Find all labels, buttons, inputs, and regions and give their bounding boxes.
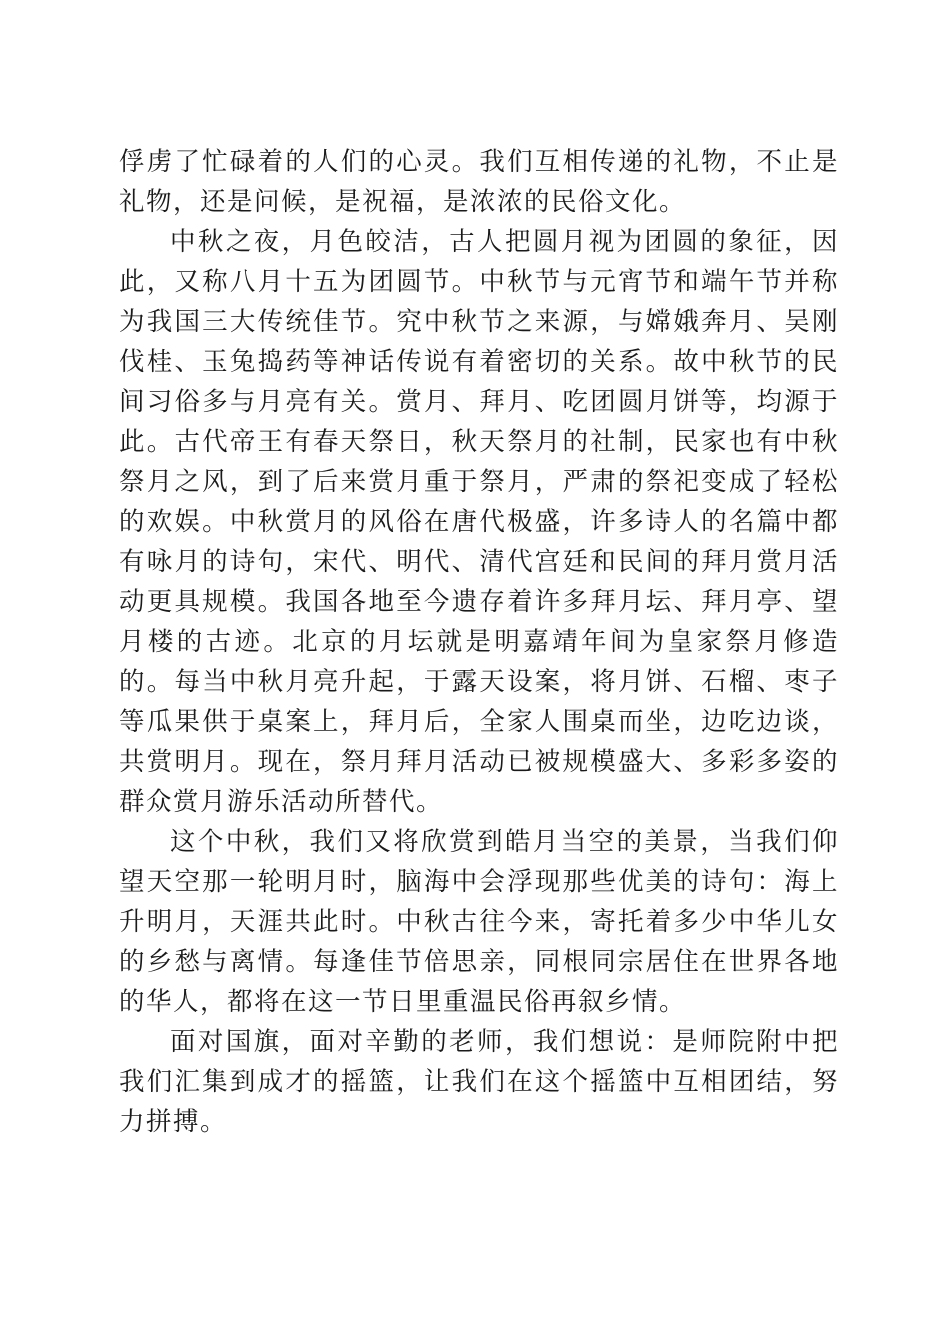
paragraph-2: 中秋之夜，月色皎洁，古人把圆月视为团圆的象征，因此，又称八月十五为团圆节。中秋节与元宵节和端午节并称为我国三大传统佳节。究中秋节之来源，与嫦娥奔月、吴刚伐桂、玉兔捣药等神话传说有着密切的关系。故中秋节的民间习俗多与月亮有关。赏月、拜月、吃团圆月饼等，均源于此。古代帝王有春天祭日，秋天祭月的社制，民家也有中秋祭月之风，到了后来赏月重于祭月，严肃的祭祀变成了轻松的欢娱。中秋赏月的风俗在唐代极盛，许多诗人的名篇中都有咏月的诗句，宋代、明代、清代宫廷和民间的拜月赏月活动更具规模。我国各地至今遗存着许多拜月坛、拜月亭、望月楼的古迹。北京的月坛就是明嘉靖年间为皇家祭月修造的。每当中秋月亮升起，于露天设案，将月饼、石榴、枣子等瓜果供于桌案上，拜月后，全家人围桌而坐，边吃边谈，共赏明月。现在，祭月拜月活动已被规模盛大、多彩多姿的群众赏月游乐活动所替代。 bbox=[119, 227, 839, 817]
document-body bbox=[119, 142, 839, 1142]
paragraph-4: 面对国旗，面对辛勤的老师，我们想说：是师院附中把我们汇集到成才的摇篮，让我们在这个摇篮中互相团结，努力拼搏。 bbox=[119, 1027, 839, 1137]
paragraph-3: 这个中秋，我们又将欣赏到皓月当空的美景，当我们仰望天空那一轮明月时，脑海中会浮现那些优美的诗句：海上升明月，天涯共此时。中秋古往今来，寄托着多少中华儿女的乡愁与离情。每逢佳节倍思亲，同根同宗居住在世界各地的华人，都将在这一节日里重温民俗再叙乡情。 bbox=[119, 827, 839, 1017]
paragraph-1: 俘虏了忙碌着的人们的心灵。我们互相传递的礼物，不止是礼物，还是问候，是祝福，是浓浓的民俗文化。 bbox=[119, 147, 839, 217]
